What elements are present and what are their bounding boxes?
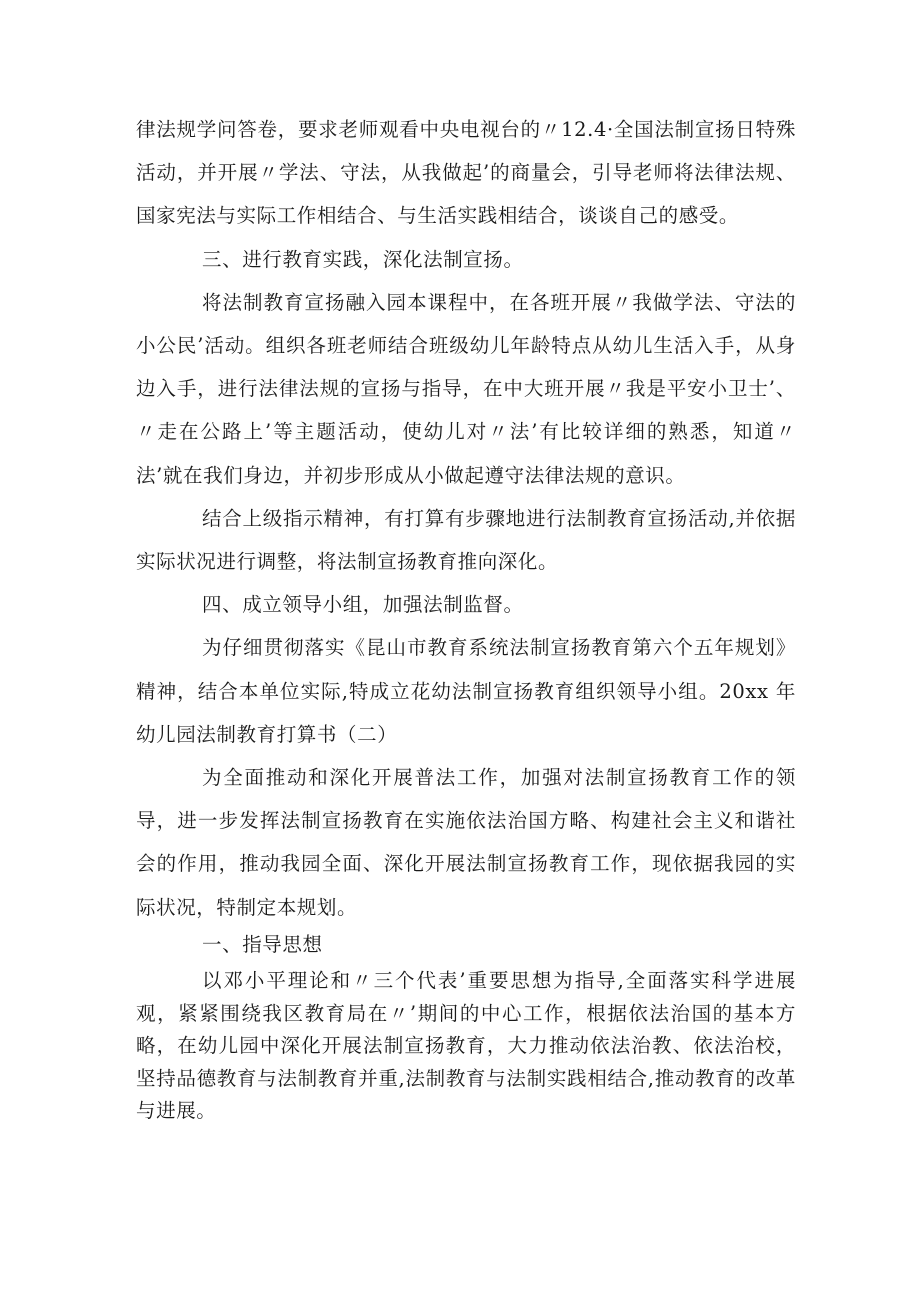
paragraph-plan-adjustment: 结合上级指示精神，有打算有步骤地进行法制教育宣扬活动,并依据实际状况进行调整，将法制宣扬教育推向深化。 bbox=[136, 506, 796, 574]
section-heading-4: 四、成立领导小组，加强法制监督。 bbox=[202, 593, 524, 617]
paragraph-guiding-thought: 以邓小平理论和〃三个代表’重要思想为指导,全面落实科学进展观，紧紧围绕我区教育局在〃’期间的中心工作，根据依法治国的基本方略，在幼儿园中深化开展法制宣扬教育，大力推动依法治教、依法治校，坚持品德教育与法制教育并重,法制教育与法制实践相结合,推动教育的改革与进展。 bbox=[136, 969, 796, 1123]
paragraph-plan-intro: 为全面推动和深化开展普法工作，加强对法制宣扬教育工作的领导，进一步发挥法制宣扬教育在实施依法治国方略、构建社会主义和谐社会的作用，推动我园全面、深化开展法制宣扬教育工作，现依据我园的实际状况，特制定本规划。 bbox=[136, 766, 796, 919]
section-heading-guiding-thought: 一、指导思想 bbox=[202, 932, 323, 956]
paragraph-continuation: 律法规学问答卷，要求老师观看中央电视台的〃12.4·全国法制宣扬日特殊活动，并开展〃学法、守法，从我做起’的商量会，引导老师将法律法规、国家宪法与实际工作相结合、与生活实践相结合，谈谈自己的感受。 bbox=[136, 118, 796, 228]
paragraph-education-practice: 将法制教育宣扬融入园本课程中，在各班开展〃我做学法、守法的小公民’活动。组织各班老师结合班级幼儿年龄特点从幼儿生活入手，从身边入手，进行法律法规的宣扬与指导，在中大班开展〃我是平安小卫士’、〃走在公路上’等主题活动，使幼儿对〃法’有比较详细的熟悉，知道〃法’就在我们身边，并初步形成从小做起遵守法律法规的意识。 bbox=[136, 290, 796, 487]
section-heading-3: 三、进行教育实践，深化法制宣扬。 bbox=[202, 247, 524, 271]
document-body bbox=[136, 108, 796, 1128]
paragraph-leadership-group: 为仔细贯彻落实《昆山市教育系统法制宣扬教育第六个五年规划》精神，结合本单位实际,特成立花幼法制宣扬教育组织领导小组。20xx 年幼儿园法制教育打算书（二） bbox=[136, 636, 796, 746]
